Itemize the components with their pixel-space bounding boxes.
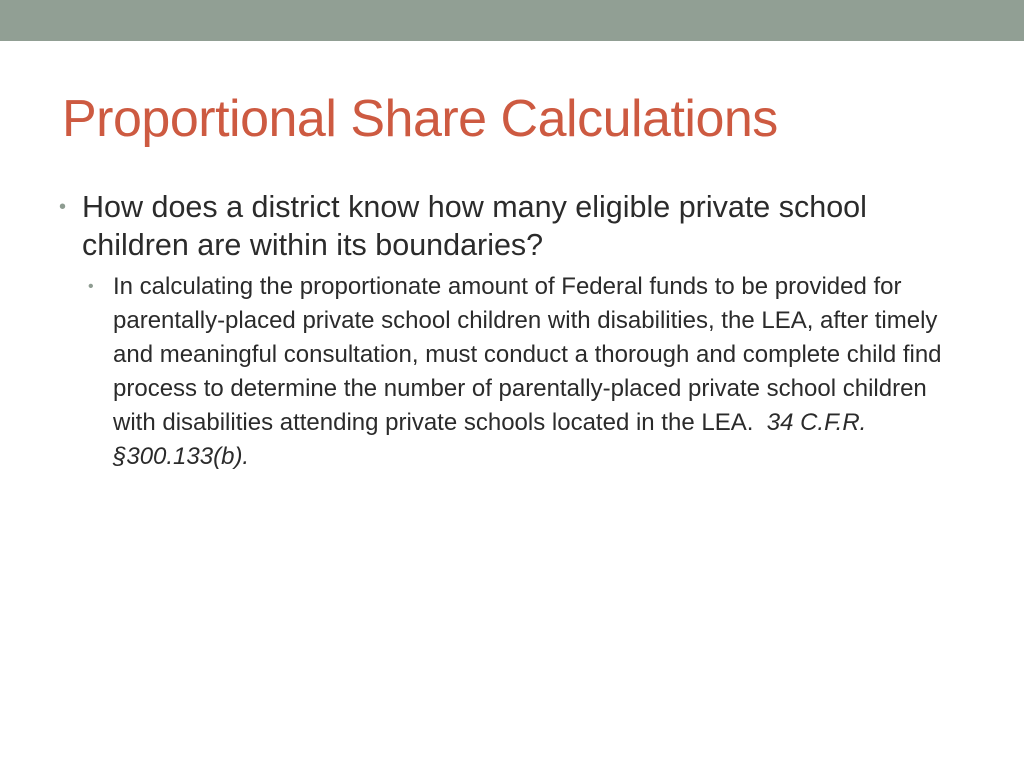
legal-citation: 34 C.F.R. §300.133(b).: [113, 409, 867, 470]
top-band: [0, 0, 1024, 41]
bullet-text-level2: In calculating the proportionate amount of Federal funds to be provided for parentally-placed private school children with disabilities, the LEA, after timely and meaningful consultation, must conduct a thorough and complete child find process to determine the number of parentally-placed private school children with disabilities attending private schools located in the LEA.: [113, 273, 942, 436]
bullet-dot-icon: •: [88, 278, 94, 295]
slide-title: Proportional Share Calculations: [62, 90, 778, 148]
bullet-item-level2: [88, 270, 973, 474]
bullet-text-level1: How does a district know how many eligible private school children are within its boundaries?: [82, 190, 867, 262]
slide-body: [56, 188, 976, 474]
bullet-item-level1: [56, 188, 976, 264]
bullet-dot-icon: •: [59, 196, 67, 218]
